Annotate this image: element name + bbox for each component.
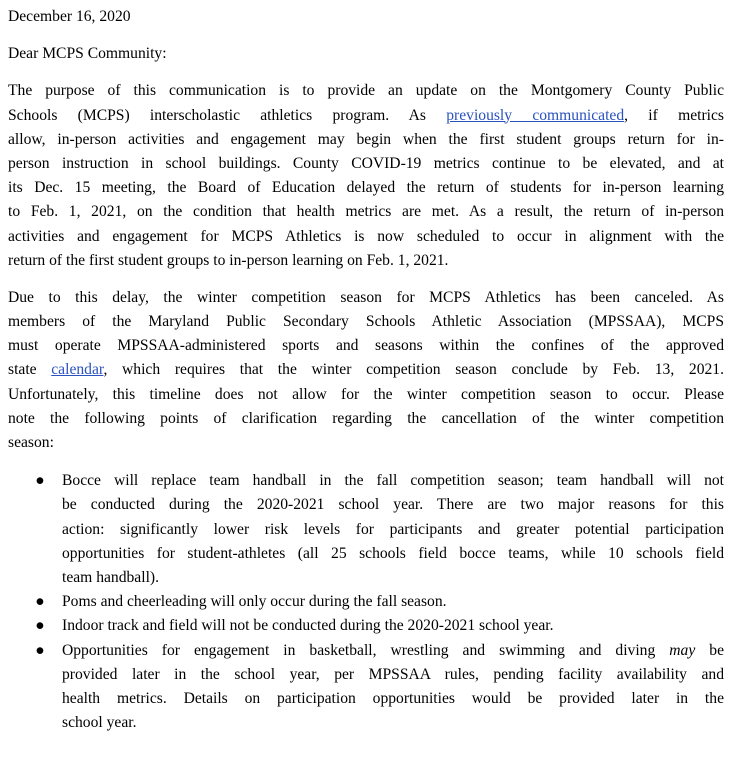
text-line: state calendar, which requires that the winter competition season conclude by Feb. 13, 2021.: [8, 361, 724, 379]
text-line: Due to this delay, the winter competition season for MCPS Athletics has been canceled. As: [8, 288, 724, 306]
bullet-icon: ●: [35, 641, 45, 659]
text-line: must operate MPSSAA-administered sports and seasons within the confines of the approved: [8, 337, 724, 355]
text-line: to Feb. 1, 2021, on the condition that health metrics are met. As a result, the return of in-person: [8, 203, 724, 221]
text-line: The purpose of this communication is to provide an update on the Montgomery County Public: [8, 82, 724, 100]
text-line: activities and engagement for MCPS Athletics is now scheduled to occur in alignment with the: [8, 227, 724, 245]
text-line: season:: [8, 434, 54, 451]
list-item: ● Opportunities for engagement in basketball, wrestling and swimming and diving may be provided later in the school year, per MPSSAA rules, pending facility availability and health metrics. Details on participation opportunities would be provided later in the school year.: [8, 639, 724, 736]
list-item: ● Bocce will replace team handball in the fall competition season; team handball will not be conducted during the 2020-2021 school year. There are two major reasons for this action: significantly lower risk levels for participants and greater potential participation opportunities for student-athletes (all 25 schools field bocce teams, while 10 schools field team handball).: [8, 469, 724, 590]
paragraph-cancellation: [8, 286, 724, 455]
text-line: Schools (MCPS) interscholastic athletics program. As previously communicated, if metrics: [8, 106, 724, 124]
text-line: Unfortunately, this timeline does not allow for the winter competition season to occur. Please: [8, 385, 724, 403]
list-item: ● Poms and cheerleading will only occur during the fall season.: [8, 590, 724, 614]
text-line: allow, in-person activities and engagement may begin when the first student groups return for in-: [8, 130, 724, 148]
text-line: return of the first student groups to in-person learning on Feb. 1, 2021.: [8, 251, 449, 269]
calendar-link[interactable]: calendar: [51, 361, 104, 379]
salutation: Dear MCPS Community:: [8, 45, 167, 63]
letter-document: [8, 5, 724, 735]
text-line: members of the Maryland Public Secondary Schools Athletic Association (MPSSAA), MCPS: [8, 313, 724, 331]
paragraph-update: [8, 79, 724, 273]
previously-communicated-link[interactable]: previously communicated: [446, 106, 625, 124]
letter-date: December 16, 2020: [8, 8, 131, 25]
bullet-icon: ●: [35, 472, 45, 490]
text-line: person instruction in school buildings. County COVID-19 metrics continue to be elevated, and at: [8, 154, 724, 172]
emphasis: may: [669, 641, 696, 659]
bullet-icon: ●: [35, 617, 45, 635]
list-item: ● Indoor track and field will not be conducted during the 2020-2021 school year.: [8, 614, 724, 638]
bullet-icon: ●: [35, 593, 45, 611]
text-line: its Dec. 15 meeting, the Board of Education delayed the return of students for in-person learning: [8, 179, 724, 197]
text-line: note the following points of clarification regarding the cancellation of the winter competition: [8, 409, 724, 427]
clarification-list: [8, 469, 724, 735]
